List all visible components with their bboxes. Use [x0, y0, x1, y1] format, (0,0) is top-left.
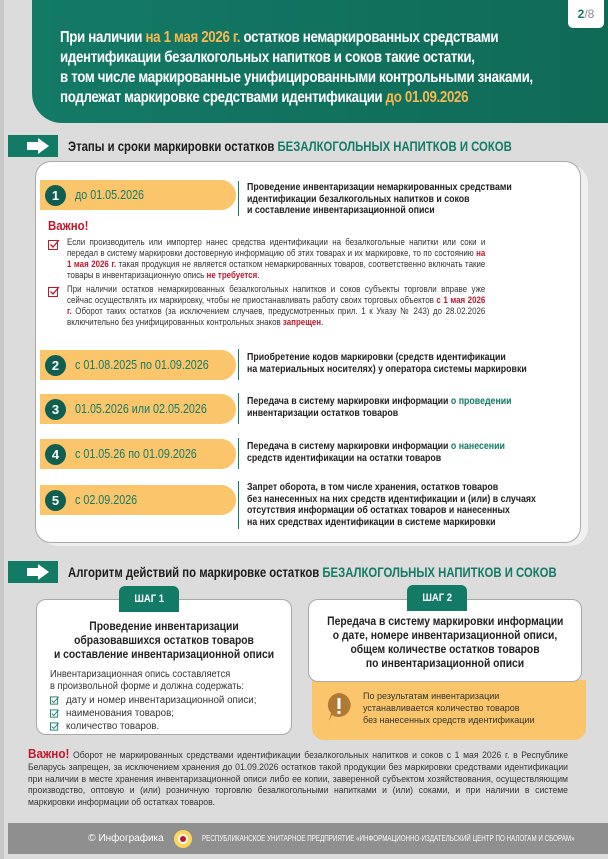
note1-text: Если производитель или импортер нанес средства идентификации на безалкогольные напитки или соки и передал в систему маркировки достоверную информацию об этих товарах и их маркировке, то по состоянию: [67, 237, 486, 259]
divider: [238, 349, 239, 380]
note2-text-b: Оборот таких остатков (за исключением случаев, предусмотренных прил. 1 к Указу № 243) до 28.02.2026 включительно без унифицированных контрольных знаков: [67, 306, 486, 328]
footer-copyright: © Инфографика: [88, 833, 164, 844]
step-2-title: [327, 614, 563, 670]
divider: [238, 393, 239, 424]
stage-desc-line: на них средствах идентификации в системе маркировки: [247, 516, 496, 528]
final-note-text: Оборот не маркированных средствами идентификации безалкогольных напитков и соков с 1 мая 2026 г. в Республике Беларусь запрещен, за исключением хранения до 01.09.2026 остатков такой продукции без маркировки средствами идентификации при наличии в месте хранения инвентаризационной описи либо ее копии, заверенной субъектом хозяйствования, осуществляющим производство, оптовую и (или) розничную торговлю безалкогольными напитками и (или) соками, и при наличии в системе маркировки информации об остатках товаров.: [28, 750, 568, 809]
stage-date: до 01.05.2026: [75, 188, 145, 202]
checkbox-checked-icon: [50, 696, 59, 705]
stage-number: 5: [45, 490, 66, 511]
step-2-label: ШАГ 2: [422, 592, 452, 604]
stage-desc-line: средств идентификации на остатки товаров: [247, 452, 442, 464]
stage-pill: [40, 439, 236, 469]
warning-line: По результатам инвентаризации: [363, 691, 500, 702]
note2-highlight-date: с 1 мая 2026 г.: [67, 295, 486, 317]
page-current: 2: [577, 7, 585, 21]
list-item: [50, 720, 256, 733]
stages-title-highlight: БЕЗАЛКОГОЛЬНЫХ НАПИТКОВ И СОКОВ: [277, 138, 512, 154]
note1-highlight-date: на 1 мая 2026 г.: [67, 248, 486, 270]
step-1-label: ШАГ 1: [134, 593, 164, 605]
stage-date: с 01.05.26 по 01.09.2026: [75, 447, 197, 461]
stage-pill: [40, 485, 236, 515]
stage-number: 4: [45, 444, 66, 465]
stage-description: [247, 441, 505, 464]
final-important-label: Важно!: [28, 746, 70, 761]
header-line4-a: подлежат маркировке средствами идентификации: [60, 89, 386, 106]
algo-title-text: Алгоритм действий по маркировке остатков: [68, 564, 323, 580]
stages-title-text: Этапы и сроки маркировки остатков: [68, 138, 278, 154]
note1-text-b: такая продукция не является остатком немаркированных товаров, соответственно включать такие товары в инвентаризационную опись: [67, 259, 486, 281]
step-2-title-line: общем количестве остатков товаров: [350, 642, 540, 656]
note2-highlight: запрещен: [282, 317, 322, 328]
stage-number: 2: [45, 355, 66, 376]
list-item: [50, 707, 256, 720]
note2-text: При наличии остатков немаркированных безалкогольных напитков и соков субъекты торговли вправе уже сейчас осуществлять их маркировку, чтобы не приостанавливать работу своих торговых объектов: [67, 284, 486, 306]
list-item-text: дату и номер инвентаризационной описи;: [66, 695, 257, 706]
step-2-title-line: по инвентаризационной описи: [365, 656, 525, 670]
stage-desc-line: без нанесенных на них средств идентификации и (или) в случаях: [247, 493, 536, 505]
stage-number: 1: [45, 185, 66, 206]
checkbox-checked-icon: [48, 239, 60, 250]
step-2-warning: [312, 680, 586, 740]
header-line3: в том числе маркированные унифицированными контрольными знаками,: [60, 69, 533, 86]
header-highlight-deadline: до 01.09.2026: [385, 89, 469, 106]
divider: [238, 181, 239, 216]
divider: [238, 481, 239, 529]
warning-line: без нанесенных средств идентификации: [363, 715, 535, 726]
algo-title-highlight: БЕЗАЛКОГОЛЬНЫХ НАПИТКОВ И СОКОВ: [322, 564, 557, 580]
step-1-title: [54, 619, 274, 661]
stage-desc-line: Передача в систему маркировки информации: [247, 396, 451, 407]
header-highlight-date: на 1 мая 2026 г.: [145, 29, 241, 46]
stage-pill: [40, 350, 236, 380]
step-1-list: [50, 694, 256, 733]
stage-desc-line: Проведение инвентаризации немаркированных средствами: [247, 182, 512, 193]
stage-description: [247, 352, 527, 375]
stage-desc-line: Приобретение кодов маркировки (средств идентификации: [247, 352, 506, 363]
stage-date: с 01.08.2025 по 01.09.2026: [75, 358, 209, 372]
step-1-title-line: Проведение инвентаризации: [89, 619, 239, 633]
page-indicator: [568, 0, 604, 28]
step-1-body-line: Инвентаризационная опись составляется: [50, 669, 231, 680]
important-note-1: [48, 237, 568, 281]
footer-organization: РЕСПУБЛИКАНСКОЕ УНИТАРНОЕ ПРЕДПРИЯТИЕ «ИНФОРМАЦИОННО-ИЗДАТЕЛЬСКИЙ ЦЕНТР ПО НАЛОГАМ И СБОРАМ»: [201, 834, 575, 843]
list-item-text: количество товаров.: [66, 721, 160, 732]
header-banner: [32, 0, 608, 123]
stage-desc-highlight: о проведении: [450, 396, 512, 407]
header-line1-a: При наличии: [60, 29, 146, 46]
stage-number: 3: [45, 399, 66, 420]
divider: [238, 438, 239, 469]
list-item: [50, 694, 256, 707]
algo-section-title: [68, 565, 557, 580]
stages-section-title: [68, 139, 512, 154]
checkbox-checked-icon: [50, 722, 59, 731]
checkbox-checked-icon: [50, 709, 59, 718]
step-1-title-line: и составление инвентаризационной описи: [53, 647, 275, 661]
note1-highlight: не требуется: [206, 270, 258, 281]
checkbox-checked-icon: [48, 286, 60, 297]
stage-description: [247, 396, 512, 419]
stage-description: [247, 482, 536, 528]
step-2-tab: [407, 585, 467, 611]
stage-date: с 02.09.2026: [75, 493, 138, 507]
stage-desc-line: отсутствия информации об остатках товаров и нанесенных: [247, 505, 510, 517]
footer: [8, 823, 608, 854]
header-title: [60, 28, 576, 108]
step-1-body: [50, 669, 244, 693]
step-1-tab: [119, 586, 179, 612]
warning-text: [363, 691, 534, 727]
important-note-2: [48, 284, 568, 328]
stage-desc-line: Запрет оборота, в том числе хранения, остатков товаров: [247, 482, 499, 493]
note2-end: .: [321, 317, 324, 328]
warning-line: устанавливается количество товаров: [363, 703, 520, 714]
arrow-right-icon: [8, 135, 58, 157]
step-2-title-line: Передача в систему маркировки информации: [327, 614, 564, 628]
header-line2: идентификации безалкогольных напитков и соков такие остатки,: [60, 49, 475, 66]
exclamation-icon: [326, 692, 352, 722]
stage-desc-line: на материальных носителях) у оператора системы маркировки: [247, 363, 527, 375]
step-1-body-line: в произвольной форме и должна содержать:: [50, 681, 244, 692]
step-1-title-line: образовавшихся остатков товаров: [74, 633, 254, 647]
header-line1-b: остатков немаркированных средствами: [240, 29, 499, 46]
stage-pill: [40, 180, 236, 210]
algo-section-header: [8, 560, 608, 584]
note1-end: .: [257, 270, 260, 281]
page-total: /8: [584, 7, 595, 21]
stage-desc-line: Передача в систему маркировки информации: [247, 441, 451, 452]
final-important-note: [28, 748, 568, 809]
stage-desc-line: инвентаризации остатков товаров: [247, 407, 399, 419]
arrow-right-icon: [8, 561, 58, 583]
important-label: Важно!: [48, 218, 89, 233]
stage-desc-highlight: о нанесении: [450, 441, 505, 452]
stage-description: [247, 182, 512, 217]
stage-date: 01.05.2026 или 02.05.2026: [75, 402, 207, 416]
stages-section-header: [8, 134, 596, 158]
stage-desc-line: идентификации безалкогольных напитков и соков: [247, 193, 470, 205]
list-item-text: наименования товаров;: [66, 708, 175, 719]
step-2-title-line: о дате, номере инвентаризационной описи,: [332, 628, 558, 642]
stage-pill: [40, 394, 236, 424]
emblem-logo-icon: [174, 830, 192, 848]
stage-desc-line: и составление инвентаризационной описи: [247, 205, 435, 217]
